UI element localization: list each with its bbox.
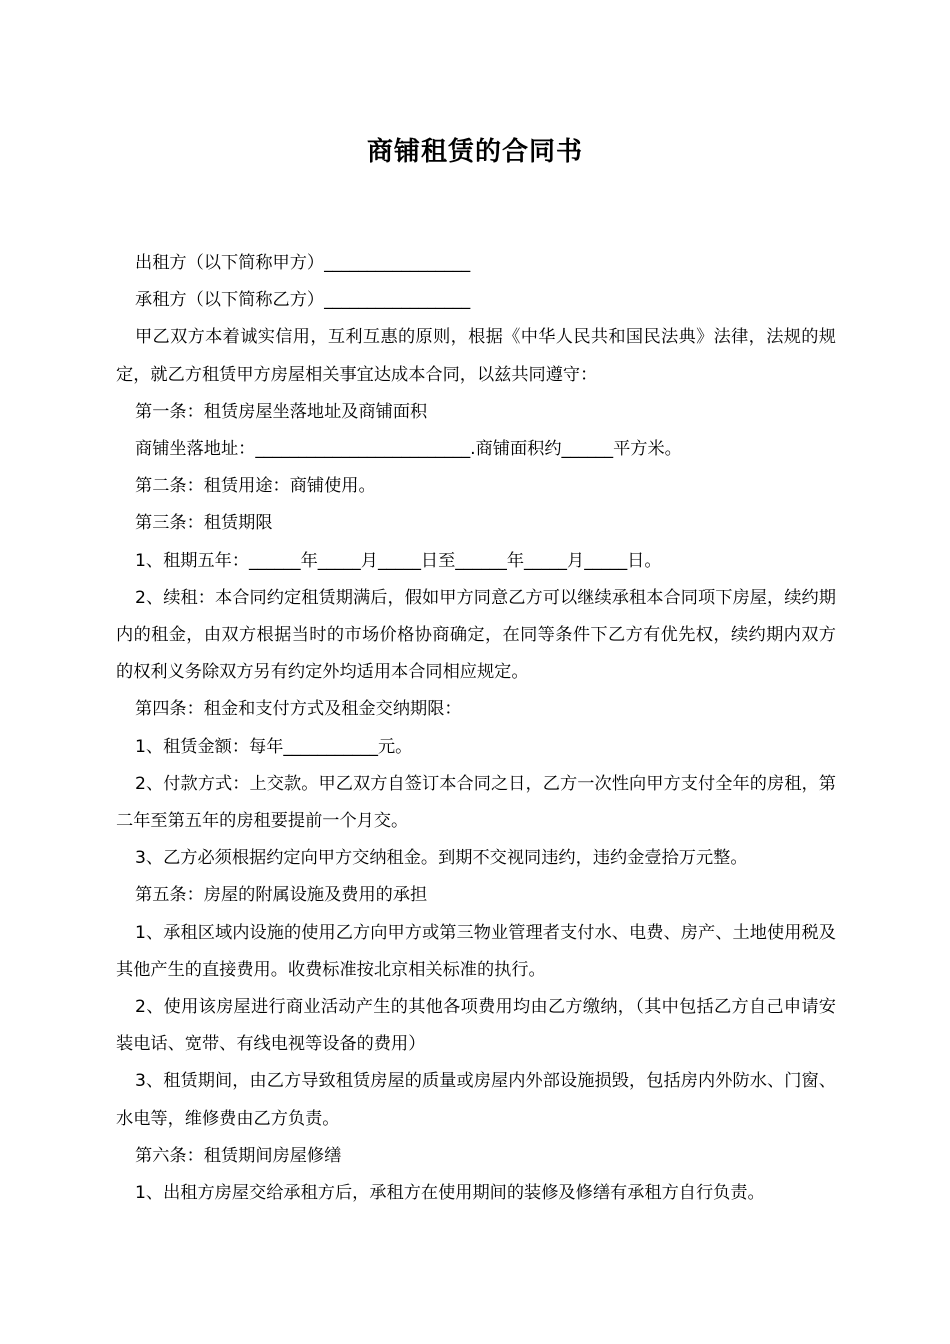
document-title: 商铺租赁的合同书 [366,137,583,167]
business-fees-paragraph: 2、使用该房屋进行商业活动产生的其他各项费用均由乙方缴纳，（其中包括乙方自己申请安装电话、宽带、有线电视等设备的费用） [116,997,836,1055]
article-4-heading: 第四条：租金和支付方式及租金交纳期限： [135,699,462,720]
utilities-paragraph: 1、承租区域内设施的使用乙方向甲方或第三物业管理者支付水、电费、房产、土地使用税及其他产生的直接费用。收费标准按北京相关标准的执行。 [116,922,836,980]
document-body [116,245,836,1212]
article-6-heading: 第六条：租赁期间房屋修缮 [135,1145,342,1166]
lease-term-line: 1、租期五年：______年_____月_____日至______年_____月_____日。 [135,550,662,571]
late-payment-paragraph: 3、乙方必须根据约定向甲方交纳租金。到期不交视同违约，违约金壹拾万元整。 [135,848,748,869]
party-b-line: 承租方（以下简称乙方）_________________ [135,290,471,311]
damage-repair-paragraph: 3、租赁期间，由乙方导致租赁房屋的质量或房屋内外部设施损毁，包括房内外防水、门窗、水电等，维修费由乙方负责。 [116,1071,836,1129]
shop-address-line: 商铺坐落地址：_________________________.商铺面积约______平方米。 [135,439,682,460]
article-5-heading: 第五条：房屋的附属设施及费用的承担 [135,885,428,906]
renovation-paragraph: 1、出租方房屋交给承租方后，承租方在使用期间的装修及修缮有承租方自行负责。 [135,1183,765,1204]
payment-method-paragraph: 2、付款方式：上交款。甲乙双方自签订本合同之日，乙方一次性向甲方支付全年的房租，第二年至第五年的房租要提前一个月交。 [116,773,836,832]
article-1-heading: 第一条：租赁房屋坐落地址及商铺面积 [135,401,428,422]
party-a-line: 出租方（以下简称甲方）_________________ [135,253,471,273]
renewal-paragraph: 2、续租：本合同约定租赁期满后，假如甲方同意乙方可以继续承租本合同项下房屋，续约期内的租金，由双方根据当时的市场价格协商确定，在同等条件下乙方有优先权，续约期内双方的权利义务除双方另有约定外均适用本合同相应规定。 [116,587,836,683]
article-2-heading: 第二条：租赁用途：商铺使用。 [135,476,376,497]
rent-amount-line: 1、租赁金额：每年___________元。 [135,736,413,757]
preamble-paragraph: 甲乙双方本着诚实信用，互利互惠的原则，根据《中华人民共和国民法典》法律，法规的规定，就乙方租赁甲方房屋相关事宜达成本合同，以兹共同遵守： [116,327,836,385]
article-3-heading: 第三条：租赁期限 [135,513,273,534]
